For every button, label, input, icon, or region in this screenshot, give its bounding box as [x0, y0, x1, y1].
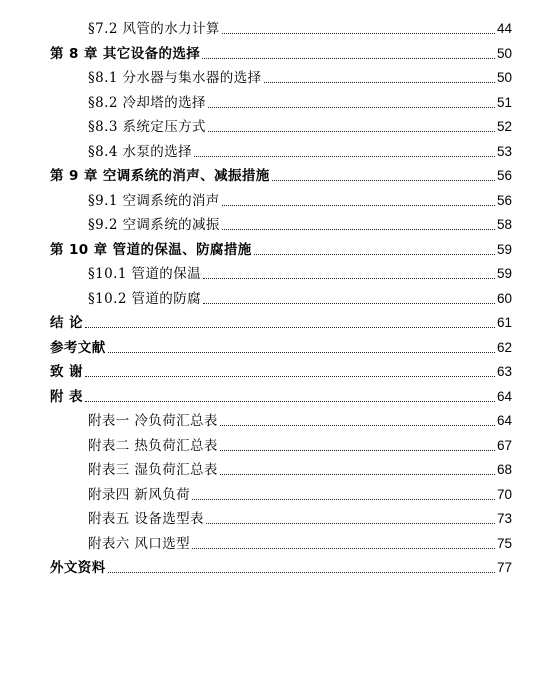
toc-entry-title: 参考文献: [50, 339, 106, 356]
dot-leader: [220, 474, 495, 475]
toc-entry-title: 第 9 章 空调系统的消声、减振措施: [50, 168, 270, 184]
toc-entry-title: 附表六 风口选型: [88, 535, 190, 552]
toc-section-entry[interactable]: [88, 456, 512, 478]
toc-entry-title: §10.2 管道的防腐: [88, 290, 201, 307]
toc-entry-page-number: 68: [496, 462, 512, 477]
dot-leader: [194, 156, 495, 157]
dot-leader: [254, 254, 495, 255]
dot-leader: [220, 450, 495, 451]
toc-section-entry[interactable]: [88, 407, 512, 429]
toc-entry-title: 结 论: [50, 315, 83, 331]
toc-section-entry[interactable]: [88, 260, 512, 282]
toc-entry-page-number: 61: [496, 315, 512, 330]
toc-entry-page-number: 64: [496, 413, 512, 428]
toc-section-entry[interactable]: [88, 89, 512, 111]
toc-entry-title: 外文资料: [50, 560, 106, 576]
dot-leader: [222, 33, 495, 34]
toc-entry-page-number: 67: [496, 437, 512, 453]
dot-leader: [206, 523, 495, 524]
dot-leader: [85, 327, 495, 328]
toc-entry-title: 附表三 湿负荷汇总表: [88, 462, 218, 478]
toc-chapter-entry[interactable]: [50, 358, 512, 380]
toc-section-entry[interactable]: [88, 138, 512, 160]
toc-entry-title: §8.2 冷却塔的选择: [88, 94, 206, 111]
toc-chapter-entry[interactable]: [50, 40, 512, 62]
toc-section-entry[interactable]: [88, 15, 512, 37]
toc-entry-page-number: 77: [496, 560, 512, 575]
toc-entry-page-number: 56: [496, 192, 512, 208]
toc-entry-page-number: 59: [496, 266, 512, 281]
toc-entry-title: 附表五 设备选型表: [88, 511, 204, 527]
toc-section-entry[interactable]: [88, 505, 512, 527]
toc-entry-page-number: 56: [496, 168, 512, 183]
toc-chapter-entry[interactable]: [50, 236, 512, 258]
toc-entry-page-number: 73: [496, 511, 512, 526]
toc-section-entry[interactable]: [88, 432, 512, 454]
toc-entry-title: 附 表: [50, 388, 83, 405]
toc-entry-title: §8.4 水泵的选择: [88, 143, 193, 160]
dot-leader: [192, 548, 495, 549]
toc-chapter-entry[interactable]: [50, 554, 512, 576]
toc-entry-title: 附表一 冷负荷汇总表: [88, 413, 218, 429]
toc-entry-page-number: 50: [496, 70, 512, 85]
toc-entry-page-number: 50: [496, 45, 512, 61]
toc-entry-page-number: 70: [496, 486, 512, 502]
toc-entry-title: 第 8 章 其它设备的选择: [50, 45, 201, 62]
toc-entry-title: §9.1 空调系统的消声: [88, 192, 220, 209]
toc-section-entry[interactable]: [88, 530, 512, 552]
toc-entry-title: §8.3 系统定压方式: [88, 119, 206, 135]
toc-entry-page-number: 75: [496, 535, 512, 551]
toc-section-entry[interactable]: [88, 187, 512, 209]
dot-leader: [208, 131, 495, 132]
toc-entry-title: 附录四 新风负荷: [88, 486, 190, 503]
dot-leader: [264, 82, 495, 83]
toc-section-entry[interactable]: [88, 64, 512, 86]
toc-section-entry[interactable]: [88, 113, 512, 135]
dot-leader: [222, 205, 495, 206]
toc-section-entry[interactable]: [88, 481, 512, 503]
toc-entry-title: §9.2 空调系统的减振: [88, 217, 220, 233]
toc-entry-page-number: 53: [496, 143, 512, 159]
dot-leader: [108, 352, 495, 353]
toc-entry-title: 第 10 章 管道的保温、防腐措施: [50, 241, 252, 258]
dot-leader: [272, 180, 495, 181]
toc-section-entry[interactable]: [88, 211, 512, 233]
dot-leader: [203, 278, 495, 279]
dot-leader: [85, 376, 495, 377]
toc-entry-page-number: 62: [496, 339, 512, 355]
toc-entry-title: §7.2 风管的水力计算: [88, 21, 220, 37]
toc-chapter-entry[interactable]: [50, 383, 512, 405]
dot-leader: [85, 401, 495, 402]
toc-chapter-entry[interactable]: [50, 334, 512, 356]
toc-entry-title: §10.1 管道的保温: [88, 266, 201, 282]
toc-entry-page-number: 63: [496, 364, 512, 379]
toc-entry-page-number: 64: [496, 388, 512, 404]
toc-entry-page-number: 60: [496, 290, 512, 306]
toc-entry-page-number: 58: [496, 217, 512, 232]
toc-entry-page-number: 44: [496, 21, 512, 36]
toc-entry-title: 附表二 热负荷汇总表: [88, 437, 218, 454]
toc-chapter-entry[interactable]: [50, 162, 512, 184]
dot-leader: [108, 572, 495, 573]
dot-leader: [222, 229, 495, 230]
toc-chapter-entry[interactable]: [50, 309, 512, 331]
toc-entry-title: 致 谢: [50, 364, 83, 380]
toc-section-entry[interactable]: [88, 285, 512, 307]
dot-leader: [203, 303, 495, 304]
toc-entry-title: §8.1 分水器与集水器的选择: [88, 70, 262, 86]
toc-entry-page-number: 59: [496, 241, 512, 257]
toc-entry-page-number: 52: [496, 119, 512, 134]
dot-leader: [208, 107, 495, 108]
dot-leader: [202, 58, 495, 59]
dot-leader: [220, 425, 495, 426]
toc-entry-page-number: 51: [496, 94, 512, 110]
dot-leader: [192, 499, 495, 500]
